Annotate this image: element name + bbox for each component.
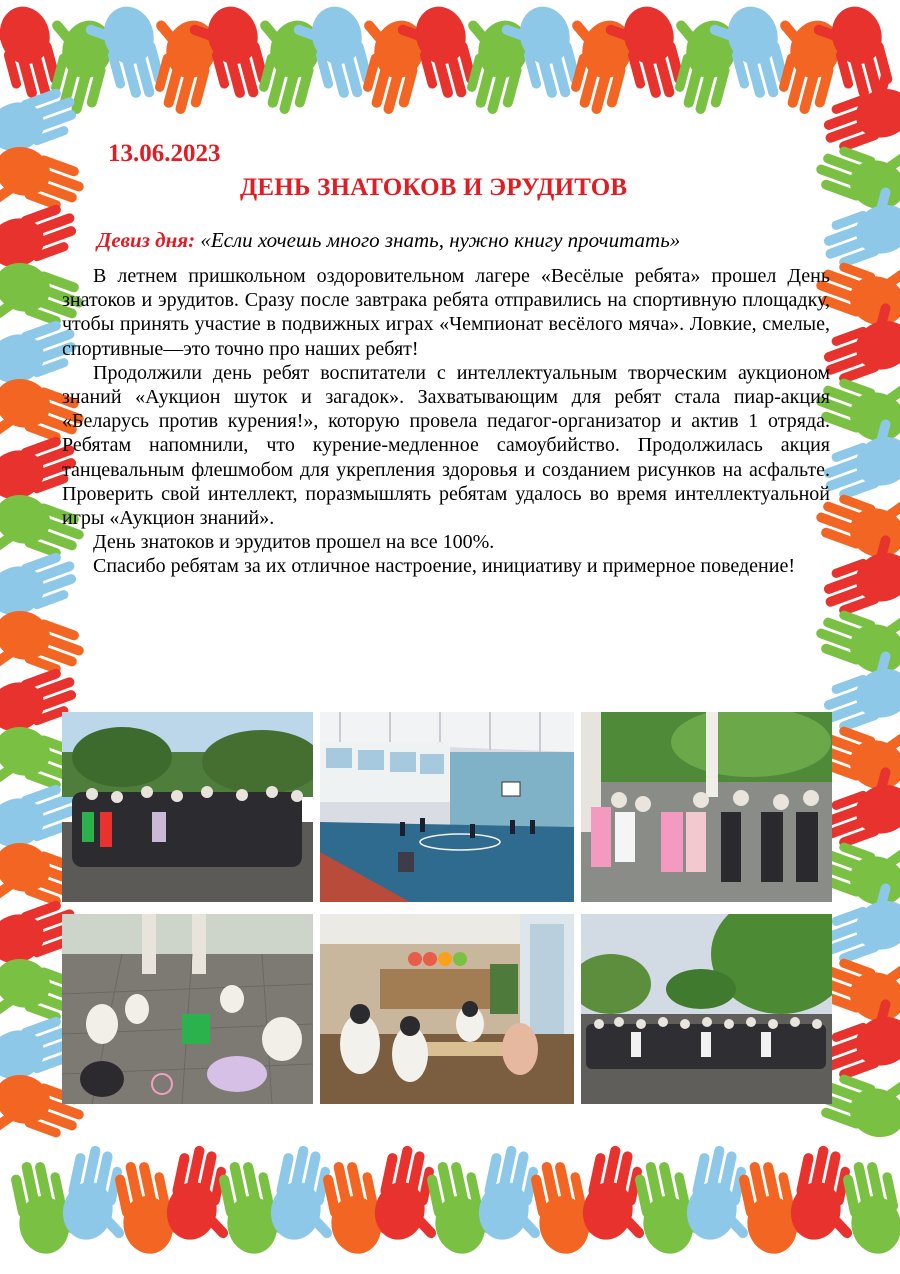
photo-outdoor-group bbox=[581, 914, 832, 1104]
photo-collage bbox=[60, 712, 832, 1104]
photo-asphalt-drawing bbox=[62, 914, 313, 1104]
paragraph: Продолжили день ребят воспитатели с интеллектуальным творческим аукционом знаний «Аукцион шуток и загадок». Захватывающим для ребят стала пиар-акция «Беларусь против курения!», которую провела педагог-организатор и актив 1 отряда. Ребятам напомнили, что курение-медленное самоубийство. Продолжилась акция танцевальным флешмобом для укрепления здоровья и созданием рисунков на асфальте. Проверить свой интеллект, поразмышлять ребятам удалось во время интеллектуальной игры «Аукцион знаний». bbox=[62, 361, 830, 530]
motto-label: Девиз дня: bbox=[97, 228, 196, 252]
photo-gym-hall bbox=[320, 712, 574, 902]
article-body bbox=[62, 264, 830, 579]
photo-outdoor-group bbox=[62, 712, 313, 902]
paragraph: В летнем пришкольном оздоровительном лагере «Весёлые ребята» прошел День знатоков и эрудитов. Сразу после завтрака ребята отправились на спортивную площадку, чтобы принять участие в подвижных играх «Чемпионат весёлого мяча». Ловкие, смелые, спортивные—это точно про наших ребят! bbox=[62, 265, 830, 360]
photo-outdoor-group bbox=[581, 712, 832, 902]
paragraph: Спасибо ребятам за их отличное настроение, инициативу и примерное поведение! bbox=[93, 555, 796, 578]
paragraph: День знатоков и эрудитов прошел на все 100%. bbox=[93, 531, 495, 554]
day-motto bbox=[97, 228, 680, 253]
photo-classroom bbox=[320, 914, 574, 1104]
page-title: ДЕНЬ ЗНАТОКОВ И ЭРУДИТОВ bbox=[240, 174, 628, 201]
event-date: 13.06.2023 bbox=[108, 140, 221, 167]
motto-text: «Если хочешь много знать, нужно книгу прочитать» bbox=[195, 228, 681, 252]
